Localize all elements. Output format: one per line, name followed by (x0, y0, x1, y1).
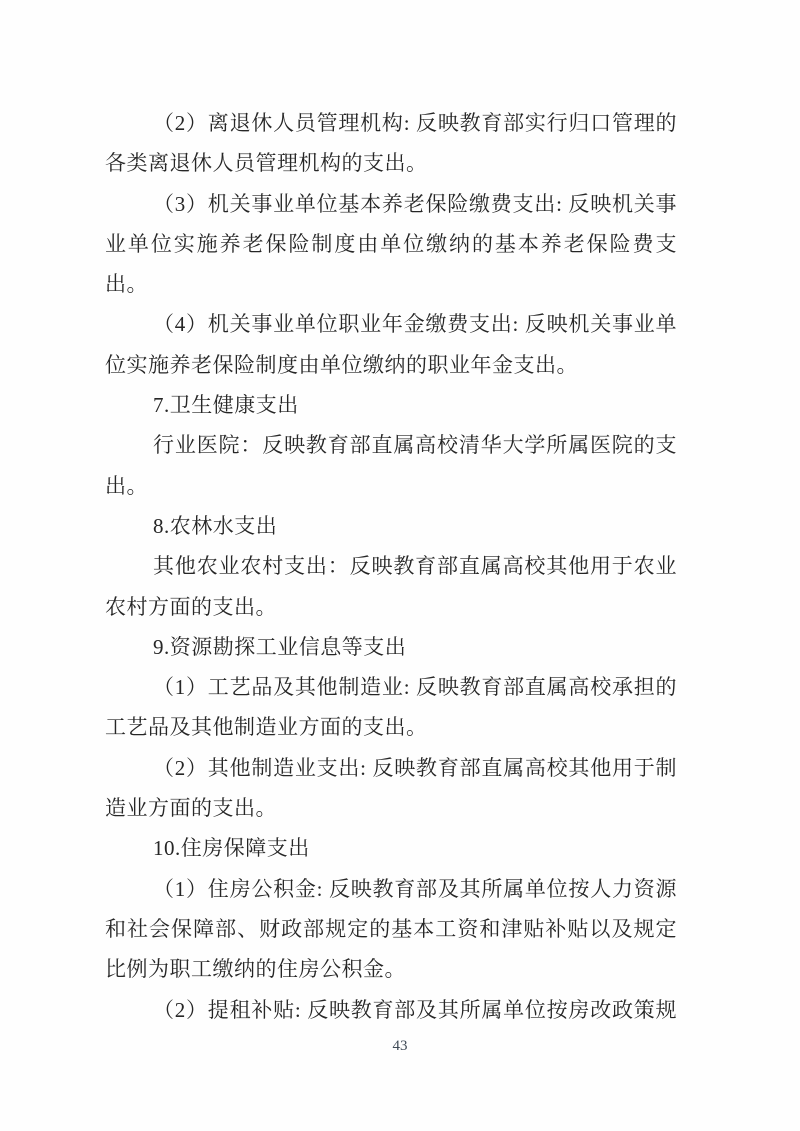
text-line: 农村方面的支出。 (105, 594, 277, 619)
text-line: 位实施养老保险制度由单位缴纳的职业年金支出。 (105, 352, 578, 377)
text-line: 工艺品及其他制造业方面的支出。 (105, 715, 428, 740)
text-line: （1）住房公积金: 反映教育部及其所属单位按人力资源 (153, 876, 677, 901)
section-heading-line: 10.住房保障支出 (153, 836, 310, 861)
page-number: 43 (392, 1038, 408, 1054)
section-heading-line: 7.卫生健康支出 (153, 393, 299, 418)
text-line: （4）机关事业单位职业年金缴费支出: 反映机关事业单 (153, 312, 677, 337)
text-line: （2）离退休人员管理机构: 反映教育部实行归口管理的 (153, 111, 677, 135)
section-heading-line: 9.资源勘探工业信息等支出 (153, 634, 407, 659)
section-heading-line: 8.农林水支出 (153, 513, 278, 538)
text-line: 比例为职工缴纳的住房公积金。 (105, 957, 406, 982)
text-line: 行业医院：反映教育部直属高校清华大学所属医院的支 (153, 433, 677, 458)
document-body (105, 103, 677, 1030)
text-line: 造业方面的支出。 (105, 796, 277, 821)
text-line: 业单位实施养老保险制度由单位缴纳的基本养老保险费支 (105, 231, 677, 256)
text-line: （3）机关事业单位基本养老保险缴费支出: 反映机关事 (153, 191, 677, 216)
text-line: （1）工艺品及其他制造业: 反映教育部直属高校承担的 (153, 675, 677, 700)
text-line: （2）提租补贴: 反映教育部及其所属单位按房改政策规 (153, 997, 677, 1022)
text-line: 出。 (105, 272, 148, 297)
text-line: 各类离退休人员管理机构的支出。 (105, 151, 428, 176)
text-line: （2）其他制造业支出: 反映教育部直属高校其他用于制 (153, 755, 677, 780)
text-line: 和社会保障部、财政部规定的基本工资和津贴补贴以及规定 (105, 916, 677, 941)
text-line: 出。 (105, 473, 148, 498)
text-line: 其他农业农村支出：反映教育部直属高校其他用于农业 (153, 554, 677, 579)
